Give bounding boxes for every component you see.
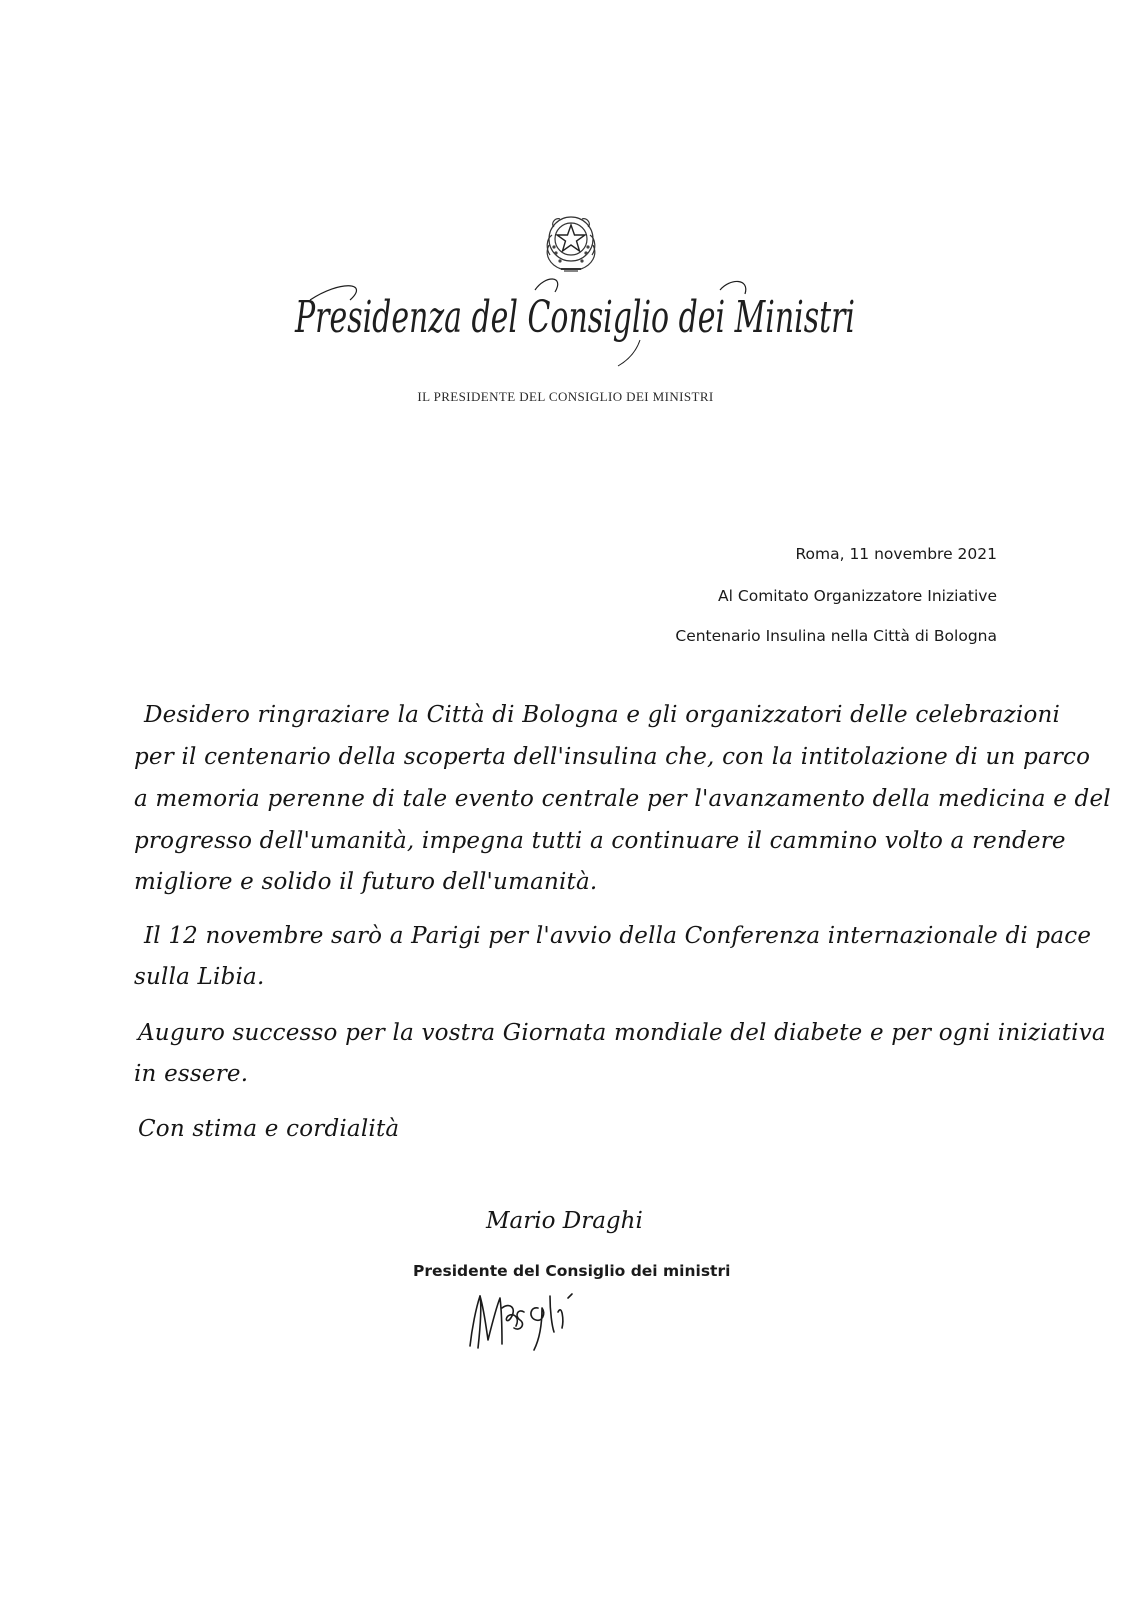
body-line: progresso dell'umanità, impegna tutti a continuare il cammino volto a rendere	[134, 828, 1066, 854]
masthead-logo	[280, 270, 870, 370]
body-line: Il 12 novembre sarò a Parigi per l'avvio della Conferenza internazionale di pace	[144, 923, 1092, 949]
body-line: in essere.	[134, 1061, 249, 1087]
body-line: Auguro successo per la vostra Giornata mondiale del diabete e per ogni iniziativa	[138, 1020, 1106, 1046]
masthead-text: Presidenza del Consiglio dei Ministri	[294, 292, 855, 343]
body-line: sulla Libia.	[134, 964, 265, 990]
recipient-line-1: Al Comitato Organizzatore Iniziative	[718, 587, 997, 605]
letter-date: Roma, 11 novembre 2021	[795, 545, 997, 563]
recipient-line-2: Centenario Insulina nella Città di Bologna	[675, 627, 997, 645]
handwritten-signature	[458, 1268, 608, 1358]
signer-name: Mario Draghi	[486, 1208, 643, 1234]
body-line: Desidero ringraziare la Città di Bologna e gli organizzatori delle celebrazioni	[144, 702, 1061, 728]
italian-republic-emblem-icon	[536, 205, 606, 277]
body-line: per il centenario della scoperta dell'insulina che, con la intitolazione di un parco	[134, 744, 1091, 770]
signer-role: Presidente del Consiglio dei ministri	[413, 1262, 731, 1280]
body-line: a memoria perenne di tale evento centrale per l'avanzamento della medicina e del	[134, 786, 1111, 812]
office-subtitle: IL PRESIDENTE DEL CONSIGLIO DEI MINISTRI	[417, 389, 714, 404]
closing-salutation: Con stima e cordialità	[138, 1116, 400, 1142]
body-line: migliore e solido il futuro dell'umanità.	[134, 869, 598, 895]
